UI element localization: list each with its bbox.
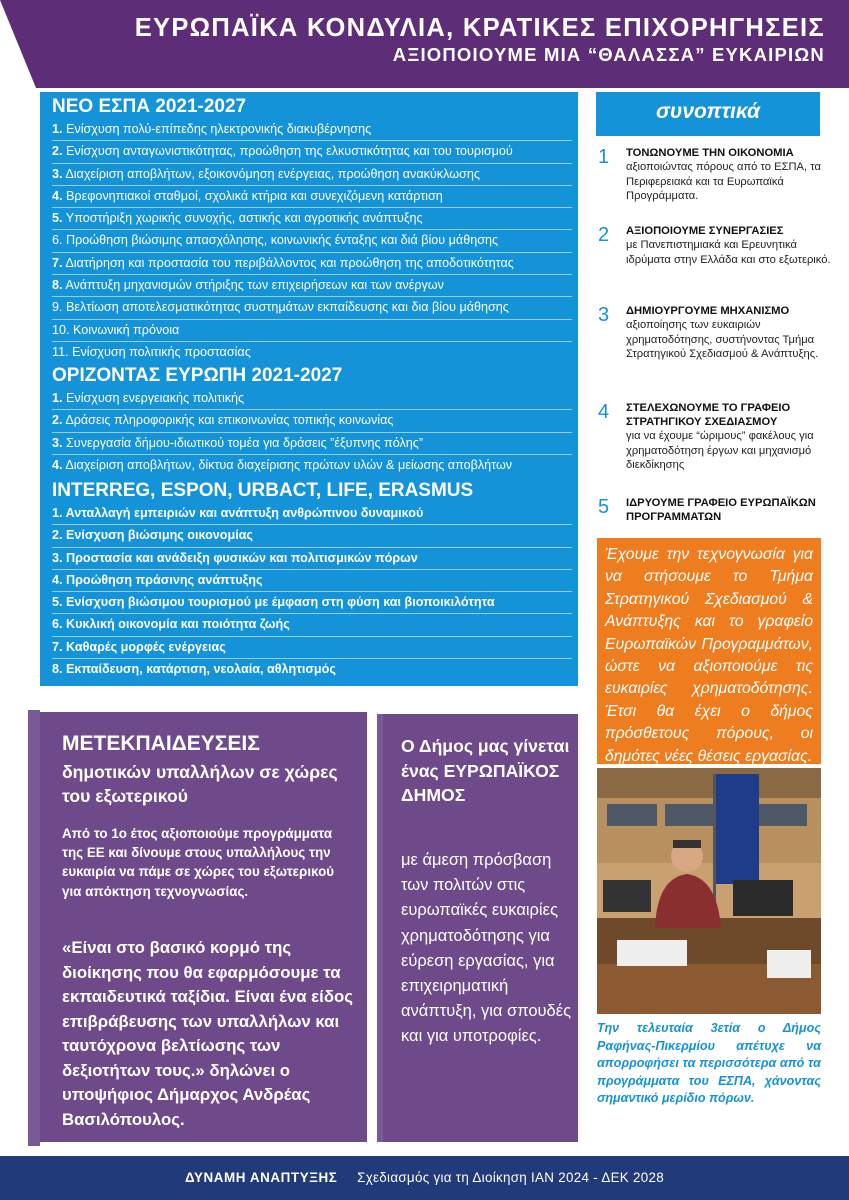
footer-bar (0, 1156, 849, 1200)
interreg-list (52, 503, 572, 680)
list-item: 2. Ενίσχυση βιώσιμης οικονομίας (52, 525, 572, 547)
page-subtitle: ΑΞΙΟΠΟΙΟΥΜΕ ΜΙΑ “ΘΑΛΑΣΣΑ” ΕΥΚΑΙΡΙΩΝ (392, 44, 825, 65)
list-item: 6. Προώθηση βιώσιμης απασχόλησης, κοινωνικής ένταξης και διά βίου μάθησης (52, 230, 572, 252)
training-body: Από το 1ο έτος αξιοποιούμε προγράμματα της ΕΕ και δίνουμε στους υπαλλήλους την ευκαιρία να πάμε σε χώρες του εξωτερικού για απόκτηση τεχνογνωσίας. (62, 826, 335, 899)
european-body: με άμεση πρόσβαση των πολιτών στις ευρωπαϊκές ευκαιρίες χρηματοδότησης για εύρεση εργασίας, για επιχειρηματική ανάπτυξη, για σπουδές και για υποτροφίες. (401, 851, 572, 1046)
list-item: 8. Ανάπτυξη μηχανισμών στήριξης των επιχειρήσεων και των ανέργων (52, 275, 572, 297)
parliament-photo (597, 768, 821, 1014)
photo-caption: Την τελευταία 3ετία ο Δήμος Ραφήνας-Πικερμίου απέτυχε να απορροφήσει τα περισσότερα από τα προγράμματα του ΕΣΠΑ, χάνοντας σημαντικό μερίδιο πόρων. (597, 1021, 821, 1106)
summary-number: 5 (598, 496, 610, 518)
interreg-title: INTERREG, ESPON, URBACT, LIFE, ERASMUS (52, 480, 474, 501)
footer-tagline: Σχεδιασμός για τη Διοίκηση ΙΑΝ 2024 - ΔΕΚ 2028 (357, 1170, 665, 1185)
summary-heading: συνοπτικά (596, 92, 820, 136)
list-item: 7. Καθαρές μορφές ενέργειας (52, 637, 572, 659)
page-title: ΕΥΡΩΠΑΪΚΑ ΚΟΝΔΥΛΙΑ, ΚΡΑΤΙΚΕΣ ΕΠΙΧΟΡΗΓΗΣΕΙΣ (134, 14, 825, 42)
list-item: 10. Κοινωνική πρόνοια (52, 320, 572, 342)
knowhow-callout: Έχουμε την τεχνογνωσία για να στήσουμε το Τμήμα Στρατηγικού Σχεδιασμού & Ανάπτυξης και το γραφείο Ευρωπαϊκών Προγραμμάτων, ώστε να αξιοποιούμε τις ευκαιρίες χρηματοδότησης. Έτσι θα έχει ο δήμος πρόσθετους πόρους, οι δημότες νέες θέσεις εργασίας. (597, 538, 821, 764)
summary-item-title: ΤΟΝΩΝΟΥΜΕ ΤΗΝ ΟΙΚΟΝΟΜΙΑ (626, 147, 794, 159)
summary-item-title: ΣΤΕΛΕΧΩΝΟΥΜΕ ΤΟ ΓΡΑΦΕΙΟ ΣΤΡΑΤΗΓΙΚΟΥ ΣΧΕΔΙΑΣΜΟΥ (626, 402, 791, 428)
summary-item-text: με Πανεπιστημιακά και Ερευνητικά ιδρύματα στην Ελλάδα και στο εξωτερικό. (626, 239, 831, 266)
list-item: 2. Ενίσχυση ανταγωνιστικότητας, προώθηση της ελκυστικότητας και του τουρισμού (52, 141, 572, 163)
list-item: 5. Υποστήριξη χωρικής συνοχής, αστικής και αγροτικής ανάπτυξης (52, 208, 572, 230)
horizon-list (52, 388, 572, 476)
footer-brand: ΔΥΝΑΜΗ ΑΝΑΠΤΥΞΗΣ (184, 1170, 338, 1185)
list-item: 4. Προώθηση πράσινης ανάπτυξης (52, 570, 572, 592)
list-item: 4. Βρεφονηπιακοί σταθμοί, σχολικά κτήρια και συνεχιζόμενη κατάρτιση (52, 186, 572, 208)
list-item: 3. Προστασία και ανάδειξη φυσικών και πολιτισμικών πόρων (52, 548, 572, 570)
training-title: ΜΕΤΕΚΠΑΙΔΕΥΣΕΙΣ (62, 732, 260, 755)
list-item: 11. Ενίσχυση πολιτικής προστασίας (52, 344, 251, 359)
list-item: 7. Διατήρηση και προστασία του περιβάλλοντος και προώθηση της αποδοτικότητας (52, 253, 572, 275)
european-title: Ο Δήμος μας γίνεται ένας ΕΥΡΩΠΑΪΚΟΣ ΔΗΜΟΣ (401, 736, 570, 805)
decorative-strip (28, 710, 40, 1146)
list-item: 9. Βελτίωση αποτελεσματικότητας συστημάτων εκπαίδευσης και δια βίου μάθησης (52, 297, 572, 319)
list-item: 2. Δράσεις πληροφορικής και επικοινωνίας τοπικής κοινωνίας (52, 410, 572, 432)
list-item: 3. Συνεργασία δήμου-ιδιωτικού τομέα για δράσεις ”έξυπνης πόλης” (52, 433, 572, 455)
list-item: 1. Ενίσχυση πολύ-επίπεδης ηλεκτρονικής διακυβέρνησης (52, 119, 572, 141)
summary-number: 1 (598, 146, 610, 168)
summary-item-title: ΔΗΜΙΟΥΡΓΟΥΜΕ ΜΗΧΑΝΙΣΜΟ (626, 305, 790, 317)
summary-item-text: για να έχουμε “ώριμους” φακέλους για χρηματοδότηση έργων και μηχανισμό διεκδίκησης (626, 430, 814, 471)
list-item: 1. Ενίσχυση ενεργειακής πολιτικής (52, 388, 572, 410)
espa-title: ΝΕΟ ΕΣΠΑ 2021-2027 (52, 96, 247, 117)
summary-number: 3 (598, 304, 610, 326)
list-item: 6. Κυκλική οικονομία και ποιότητα ζωής (52, 614, 572, 636)
summary-item-title: ΑΞΙΟΠΟΙΟΥΜΕ ΣΥΝΕΡΓΑΣΙΕΣ (626, 225, 784, 237)
programs-panel (40, 92, 578, 686)
horizon-title: ΟΡΙΖΟΝΤΑΣ ΕΥΡΩΠΗ 2021-2027 (52, 365, 343, 386)
summary-number: 2 (598, 224, 610, 246)
summary-item-title: ΙΔΡΥΟΥΜΕ ΓΡΑΦΕΙΟ ΕΥΡΩΠΑΪΚΩΝ ΠΡΟΓΡΑΜΜΑΤΩΝ (626, 497, 816, 523)
list-item: 5. Ενίσχυση βιώσιμου τουρισμού με έμφαση στη φύση και βιοποικιλότητα (52, 592, 572, 614)
summary-item-text: αξιοποίησης των ευκαιριών χρηματοδότησης, συστήνοντας Τμήμα Στρατηγικού Σχεδιασμού & Ανάπτυξης. (626, 319, 819, 360)
training-subtitle: δημοτικών υπαλλήλων σε χώρες του εξωτερικού (62, 762, 338, 806)
photo-illustration (597, 768, 821, 1014)
summary-number: 4 (598, 401, 610, 423)
list-item: 1. Ανταλλαγή εμπειριών και ανάπτυξη ανθρώπινου δυναμικού (52, 503, 572, 525)
summary-item-text: αξιοποιώντας πόρους από το ΕΣΠΑ, τα Περιφερειακά και τα Ευρωπαϊκά Προγράμματα. (626, 161, 821, 202)
list-item: 8. Εκπαίδευση, κατάρτιση, νεολαία, αθλητισμός (52, 662, 336, 677)
list-item: 3. Διαχείριση αποβλήτων, εξοικονόμηση ενέργειας, προώθηση ανακύκλωσης (52, 164, 572, 186)
list-item: 4. Διαχείριση αποβλήτων, δίκτυα διαχείρισης πρώτων υλών & μείωσης αποβλήτων (52, 457, 513, 472)
training-quote: «Είναι στο βασικό κορμό της διοίκησης που θα εφαρμόσουμε τα εκπαιδευτικά ταξίδια. Είναι ένα είδος επιβράβευσης των υπαλλήλων και ταυτόχρονα βελτίωσης των δεξιοτήτων τους.» δηλώνει ο υποψήφιος Δήμαρχος Ανδρέας Βασιλόπουλος. (62, 938, 353, 1129)
training-box (40, 712, 367, 1142)
european-box (383, 714, 578, 1142)
espa-list (52, 119, 572, 363)
